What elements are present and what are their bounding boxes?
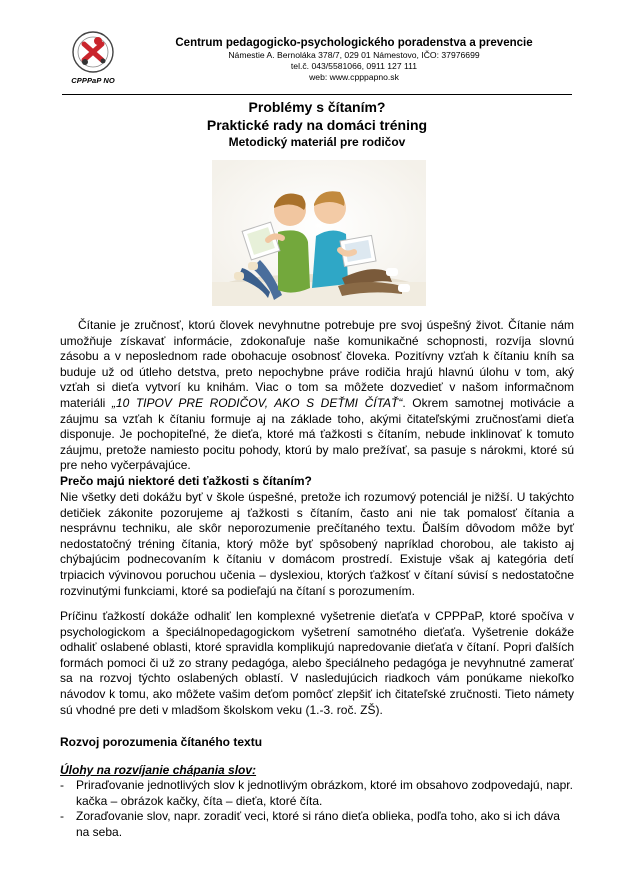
logo-text: CPPPaP NO: [71, 76, 115, 85]
list-item-text: Priraďovanie jednotlivých slov k jednotlivým obrázkom, ktoré im obsahovo zodpovedajú, napr. kačka – obrázok kačky, číta – dieťa, ktoré číta.: [76, 778, 573, 808]
subsection-heading-word-tasks: Úlohy na rozvíjanie chápania slov:: [60, 763, 257, 777]
intro-paragraph-part-b: . Okrem samotnej motivácie a záujmu sa vzťah k čítaniu formuje aj na základe toho, akými čitateľskými zručnosťami dieťa disponuje. Je pochopiteľné, že dieťa, ktoré má ťažkosti s čítaním, nebude inklinovať k tomuto záujmu, pretože namiesto pocitu pohody, ktorú by malo prežívať, sa pasuje s nárokmi, ktoré sú pre neho vyčerpávajúce.: [60, 395, 575, 473]
list-item-text: Zoraďovanie slov, napr. zoradiť veci, ktoré si ráno dieťa oblieka, podľa toho, ako si ich dáva na seba.: [76, 809, 560, 839]
material-title-quote: „10 TIPOV PRE RODIČOV, AKO S DEŤMI ČÍTAŤ“: [111, 395, 403, 410]
document-titles: [0, 98, 634, 150]
diagnosis-paragraph: Príčinu ťažkostí dokáže odhaliť len komplexné vyšetrenie dieťaťa v CPPPaP, ktoré spočíva v psychologickom a špeciálnopedagogickom vyšetrení samotného dieťaťa. Vyšetrenie dokáže odhaliť oslabené oblasti, ktoré spravidla komplikujú napredovanie dieťaťa v čítaní. Popri ďalších formách pomoci či už zo strany pedagóga, alebo špeciálneho pedagóga je nevyhnutné zamerať sa na rozvoj týchto oslabených oblastí. V nasledujúcich riadkoch vám ponúkame niekoľko návodov k tomu, ako môžete vašim deťom pomôcť zlepšiť ich čitateľské zručnosti. Tieto námety sú vhodné pre deti v mladšom školskom veku (1.-3. roč. ZŠ).: [60, 609, 574, 717]
word-tasks-list: [60, 778, 574, 840]
document-subtitle: Praktické rady na domáci tréning: [206, 117, 428, 133]
organization-web: web: www.cpppapno.sk: [309, 72, 399, 82]
header-divider: [62, 94, 572, 95]
organization-logo: [62, 26, 124, 90]
list-item: [60, 809, 574, 840]
causes-paragraph: Nie všetky deti dokážu byť v škole úspešné, pretože ich rozumový potenciál je nižší. U takýchto detičiek zákonite pozorujeme aj ťažkosti s čítaním, často ani nie tak pomalosť čítania a nesprávnu techniku, ale skôr neporozumenie prečítaného textu. Ďalším dôvodom môže byť nedostatočný tréning čítania, ktorý môže byť spôsobený napríklad chorobou, ale takisto aj chýbajúcim podnecovaním k čítaniu v domácom prostredí. Existuje však aj kategória detí trpiacich vývinovou poruchou učenia – dyslexiou, ktorých ťažkosť v čítaní súvisí s nedostatočne rozvinutými funkciami, ktoré sa podieľajú na čítaní s porozumením.: [60, 490, 574, 598]
letterhead: [62, 26, 582, 96]
list-dash: -: [60, 809, 64, 824]
organization-phone: tel.č. 043/5581066, 0911 127 111: [290, 61, 418, 71]
section-heading-comprehension: Rozvoj porozumenia čítaného textu: [60, 735, 263, 749]
section-heading-reading-difficulties: Prečo majú niektoré deti ťažkosti s čítaním?: [60, 474, 312, 488]
letterhead-text: [126, 36, 582, 83]
document-title: Problémy s čítaním?: [248, 99, 386, 115]
intro-paragraph: [60, 318, 574, 474]
organization-name: Centrum pedagogicko-psychologického poradenstva a prevencie: [175, 37, 533, 49]
children-reading-photo: [212, 160, 426, 306]
document-material-type: Metodický materiál pre rodičov: [228, 135, 406, 149]
organization-address: Námestie A. Bernoláka 378/7, 029 01 Námestovo, IČO: 37976699: [228, 50, 480, 60]
intro-paragraph-part-a: Čítanie je zručnosť, ktorú človek nevyhnutne potrebuje pre svoj úspešný život. Čítanie nám umožňuje získavať informácie, zdokonaľuje naše komunikačné schopnosti, rozvíja slovnú zásobu a v neposlednom rade obohacuje osobnosť človeka. Pozitívny vzťah k čítaniu kníh sa buduje už od útleho detstva, preto nepochybne práve rodičia hrajú hlavnú úlohu v tom, aký vzťah si dieťa vytvorí ku knihám. Viac o tom sa môžete dozvedieť v našom informačnom materiáli: [60, 318, 574, 410]
list-dash: -: [60, 778, 64, 792]
logo-emblem-icon: [62, 26, 124, 78]
list-item: [60, 778, 574, 809]
